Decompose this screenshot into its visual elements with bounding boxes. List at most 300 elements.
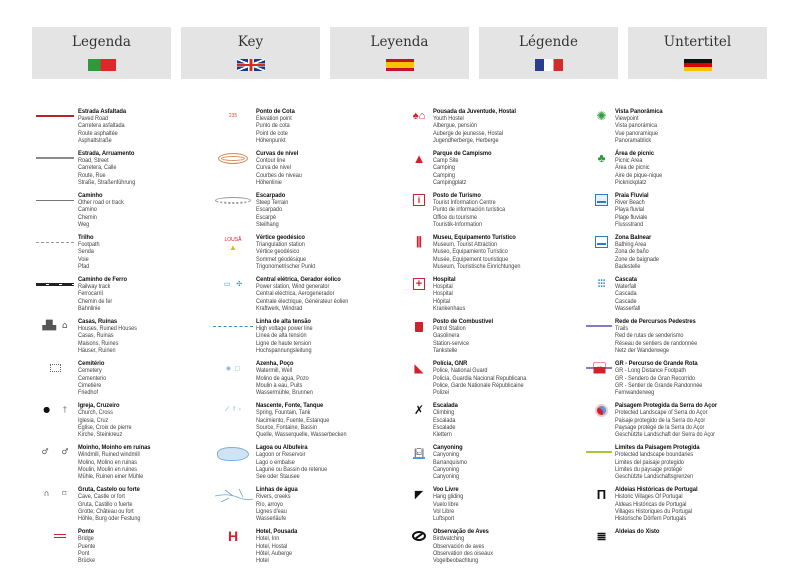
entry-title: Área de picnic <box>615 150 655 158</box>
elevation-point-icon: 235 <box>228 112 238 119</box>
lang-tab-german <box>628 27 767 79</box>
entry-title: Praia Fluvial <box>615 192 649 200</box>
entry-title: Posto de Combustível <box>433 318 494 326</box>
entry-translation: Chemin <box>78 213 97 221</box>
entry-title: Azenha, Poço <box>256 360 294 368</box>
entry-text <box>433 402 458 438</box>
entry-translation: GR - Sendero de Gran Recorrido <box>615 374 695 382</box>
entry-translation: Chemin de fer <box>78 297 113 305</box>
entry-translation: Molino, Molino en ruinas <box>78 458 138 466</box>
entry-translation: Eglise, Croix de pierre <box>78 423 132 431</box>
entry-translation: Observation des oiseaux <box>433 549 493 557</box>
protected-boundary-line-icon <box>588 445 615 459</box>
entry-translation: Power station, Wind generator <box>256 283 330 291</box>
entry-translation: Camino <box>78 206 97 214</box>
cave-castle-icon: ∩ ⌑ <box>43 489 67 499</box>
entry-translation: Centrale électrique, Générateur éolien <box>256 297 349 305</box>
entry-translation: Youth Hostel <box>433 115 464 123</box>
entry-translation: Área de picnic <box>615 164 650 172</box>
entry-text <box>78 402 132 438</box>
lang-tab-spanish <box>330 27 469 79</box>
legend-entry-river-beach <box>588 192 731 228</box>
entry-translation: Contour line <box>256 157 286 165</box>
entry-translation: Historische Dörfern Portugals <box>615 514 687 522</box>
uk-flag-icon <box>237 59 265 71</box>
entry-translation: Lagoon or Reservoir <box>256 451 306 459</box>
entry-title: Vértice geodésico <box>256 234 305 242</box>
spring-fountain-icon: ⟋ ⊺ ◦ <box>224 407 242 414</box>
road-line-icon <box>32 151 78 165</box>
entry-translation: Polizei <box>433 388 450 396</box>
entry-translation: Escarpado <box>256 206 283 214</box>
entry-translation: Barranquismo <box>433 458 467 466</box>
entry-title: Polícia, GNR <box>433 360 468 368</box>
entry-text <box>256 276 348 312</box>
entry-text <box>256 402 346 438</box>
entry-translation: Point de cote <box>256 129 288 137</box>
entry-title: Rede de Percursos Pedestres <box>615 318 696 326</box>
entry-translation: Watermill, Well <box>256 367 292 375</box>
canyoning-icon: |⍇| <box>413 447 425 458</box>
entry-translation: Trails <box>615 325 629 333</box>
entry-translation: Picnic Area <box>615 157 643 165</box>
entry-text <box>256 108 295 144</box>
entry-translation: Hotel, Hostal <box>256 542 288 550</box>
museum-icon: ⫼ <box>416 234 422 249</box>
entry-translation: Steilhang <box>256 220 279 228</box>
entry-text <box>256 234 315 270</box>
entry-translation: Protected Landscape of Serra do Açor <box>615 409 708 417</box>
entry-text <box>256 318 313 354</box>
entry-translation: Campingplatz <box>433 178 467 186</box>
track-line-icon <box>32 193 78 207</box>
entry-translation: Museo, Equipamiento Turístico <box>433 248 508 256</box>
entry-translation: Windmill, Ruined windmill <box>78 451 140 459</box>
entry-title: Vista Panorâmica <box>615 108 663 115</box>
windmill-icon: ♂ ♂ <box>41 447 69 457</box>
entry-translation: Escalada <box>433 416 456 424</box>
legend-entry-campsite <box>405 150 539 186</box>
legend-entry-contour <box>210 150 361 186</box>
entry-text <box>256 444 327 480</box>
entry-translation: Lagune ou Bassin de retenue <box>256 465 328 473</box>
entry-translation: Wasserfall <box>615 304 641 312</box>
police-icon: ◣ <box>414 361 424 376</box>
entry-title: Casas, Ruínas <box>78 318 118 326</box>
entry-text <box>433 192 505 228</box>
entry-text <box>78 192 124 228</box>
entry-translation: Kraftwerk, Windrad <box>256 304 303 312</box>
entry-translation: Nacimiento, Fuente, Estanque <box>256 416 330 424</box>
entry-text <box>433 234 520 270</box>
legend-entry-footpath <box>32 234 160 270</box>
legend-entry-climbing <box>405 402 539 438</box>
power-line-icon <box>210 319 256 333</box>
entry-translation: Albergue, pensión <box>433 122 477 130</box>
legend-entry-watermill-well <box>210 360 361 396</box>
entry-title: Hotel, Pousada <box>256 528 298 536</box>
entry-translation: Bahnlinie <box>78 304 101 312</box>
entry-translation: Häuser, Ruinen <box>78 346 116 354</box>
portugal-flag-icon <box>88 59 116 71</box>
entry-translation: Cemetery <box>78 367 102 375</box>
entry-translation: Zona de baño <box>615 248 649 256</box>
legend-entry-road <box>32 150 160 186</box>
entry-translation: Höhenpunkt <box>256 136 286 144</box>
legend-entry-lagoon <box>210 444 361 480</box>
entry-translation: Gasolinera <box>433 332 460 340</box>
hang-gliding-icon: ◤ <box>414 488 424 501</box>
church-cross-icon: ● † <box>43 405 67 415</box>
birdwatching-icon <box>405 529 433 543</box>
entry-translation: Source, Fontaine, Bassin <box>256 423 317 431</box>
gr-route-icon: GR <box>588 361 615 375</box>
entry-text <box>256 486 298 522</box>
entry-translation: Puente <box>78 542 96 550</box>
entry-translation: Tourist Information Centre <box>433 199 496 207</box>
legend-entry-hang-gliding <box>405 486 539 522</box>
entry-translation: Protected landscape boundaries <box>615 451 694 459</box>
entry-text <box>615 360 702 396</box>
legend-column-3 <box>405 108 539 570</box>
entry-text <box>433 444 467 480</box>
cemetery-icon <box>32 361 78 375</box>
entry-translation: Geschützte Landschaft der Serra do Açor <box>615 430 715 438</box>
entry-translation: Canyoning <box>433 465 460 473</box>
legend-entry-viewpoint <box>588 108 731 144</box>
entry-text <box>256 360 313 396</box>
legend-entry-spring-fountain <box>210 402 361 438</box>
entry-translation: Jugendherberge, Herberge <box>433 136 499 144</box>
france-flag-icon <box>535 59 563 71</box>
entry-title: Gruta, Castelo ou forte <box>78 486 140 494</box>
entry-translation: Road, Street <box>78 157 109 165</box>
entry-title: Nascente, Fonte, Tanque <box>256 402 324 410</box>
entry-translation: Hotel, Inn <box>256 535 280 543</box>
legend-entry-trails <box>588 318 731 354</box>
entry-translation: Vista panorámica <box>615 122 658 130</box>
legend-entry-track <box>32 192 160 228</box>
entry-text <box>615 528 659 535</box>
entry-title: Posto de Turismo <box>433 192 481 200</box>
entry-translation: Río, arroyo <box>256 500 283 508</box>
entry-title: Museu, Equipamento Turístico <box>433 234 516 242</box>
entry-text <box>615 108 663 144</box>
entry-translation: Petrol Station <box>433 325 466 333</box>
entry-translation: Vue panoramique <box>615 129 658 137</box>
bathing-area-icon <box>588 235 615 249</box>
entry-text <box>256 192 288 228</box>
entry-translation: Panoramablick <box>615 136 652 144</box>
entry-text <box>78 150 135 186</box>
language-header <box>32 27 772 79</box>
lang-tab-english <box>181 27 320 79</box>
entry-translation: Triangulation station <box>256 241 305 249</box>
contour-icon <box>210 151 256 165</box>
entry-translation: High voltage power line <box>256 325 313 333</box>
entry-translation: Straße, Straßenführung <box>78 178 136 186</box>
entry-translation: Steep Terrain <box>256 199 289 207</box>
entry-translation: Carretera asfaltada <box>78 122 125 130</box>
tourist-info-icon: i <box>405 193 433 207</box>
lang-title: Untertitel <box>663 34 732 50</box>
entry-translation: Krankenhaus <box>433 304 466 312</box>
entry-title: Paisagem Protegida da Serra do Açor <box>615 402 718 410</box>
entry-translation: Flussstrand <box>615 220 644 228</box>
entry-translation: Ligne de haute tension <box>256 339 312 347</box>
entry-title: Parque de Campismo <box>433 150 492 158</box>
entry-title: Ponto de Cota <box>256 108 295 115</box>
lang-title: Key <box>237 34 264 50</box>
entry-translation: Hotel <box>256 556 269 564</box>
entry-translation: Elevation point <box>256 115 292 123</box>
entry-translation: Pont <box>78 549 90 557</box>
picnic-icon: ♣ <box>597 151 606 166</box>
entry-title: Cemitério <box>78 360 105 368</box>
legend-entry-power-line <box>210 318 361 354</box>
entry-translation: Hôpital <box>433 297 450 305</box>
legend-entry-waterfall <box>588 276 731 312</box>
entry-translation: Police, National Guard <box>433 367 488 375</box>
entry-title: Aldeias do Xisto <box>615 528 660 536</box>
entry-text <box>615 318 697 354</box>
entry-translation: Casas, Ruinas <box>78 332 114 340</box>
entry-translation: Curva de nivel <box>256 164 291 172</box>
entry-translation: Punto de información turística <box>433 206 505 214</box>
lang-tab-portuguese <box>32 27 171 79</box>
entry-title: Ponte <box>78 528 94 536</box>
entry-translation: Mühle, Ruinen einer Mühle <box>78 472 144 480</box>
entry-translation: Brücke <box>78 556 95 564</box>
entry-text <box>78 108 126 144</box>
protected-landscape-icon <box>588 403 615 417</box>
entry-translation: Musée, Equipement touristique <box>433 255 509 263</box>
legend-entry-protected-landscape <box>588 402 731 438</box>
entry-title: Trilho <box>78 234 94 242</box>
entry-text <box>615 486 698 522</box>
entry-translation: Höhenlinie <box>256 178 282 186</box>
legend-entry-bridge <box>32 528 160 564</box>
germany-flag-icon <box>684 59 712 71</box>
entry-translation: Birdwatching <box>433 535 465 543</box>
entry-text <box>78 528 95 564</box>
entry-translation: Friedhof <box>78 388 98 396</box>
legend-entry-houses-ruins <box>32 318 160 354</box>
entry-title: Lagoa ou Albufeira <box>256 444 308 452</box>
entry-translation: Hospital <box>433 290 453 298</box>
entry-title: Pousada da Juventude, Hostal <box>433 108 516 115</box>
entry-translation: Red de rutas de senderismo <box>615 332 684 340</box>
footpath-line-icon <box>32 235 78 249</box>
campsite-icon: ▲ <box>412 150 426 166</box>
entry-translation: GR - Long Distance Footpath <box>615 367 686 375</box>
entry-translation: Climbing <box>433 409 455 417</box>
hospital-icon: + <box>405 277 433 291</box>
entry-translation: Lago o embalse <box>256 458 295 466</box>
entry-title: Cascata <box>615 276 637 284</box>
entry-text <box>615 402 717 438</box>
entry-translation: Iglesia, Cruz <box>78 416 109 424</box>
entry-translation: Vogelbeobachtung <box>433 556 479 564</box>
entry-translation: Badestelle <box>615 262 641 270</box>
waterfall-icon: ⫶⫶⫶ <box>597 278 606 290</box>
lang-tab-french <box>479 27 618 79</box>
paved-road-line-icon <box>32 109 78 123</box>
entry-text <box>78 444 150 480</box>
entry-translation: See oder Stausee <box>256 472 300 480</box>
legend-entry-protected-boundary <box>588 444 731 480</box>
entry-text <box>433 360 526 396</box>
entry-translation: Tankstelle <box>433 346 458 354</box>
entry-translation: Houses, Ruined Houses <box>78 325 137 333</box>
entry-title: Limites da Paisagem Protegida <box>615 444 700 452</box>
entry-translation: Museum, Tourist Attraction <box>433 241 498 249</box>
entry-translation: GR - Sentier de Grande Randonnée <box>615 381 703 389</box>
hotel-icon: H <box>227 528 239 545</box>
legend-column-1 <box>32 108 160 570</box>
entry-text <box>78 318 137 354</box>
entry-translation: Police, Garde Nationale Républicaine <box>433 381 524 389</box>
legend-entry-petrol-station <box>405 318 539 354</box>
entry-translation: Réseau de sentiers de randonnée <box>615 339 698 347</box>
entry-translation: Voie <box>78 255 89 263</box>
entry-title: Zona Balnear <box>615 234 652 242</box>
entry-title: GR - Percurso de Grande Rota <box>615 360 698 368</box>
entry-translation: Courbes de niveau <box>256 171 302 179</box>
entry-translation: Waterfall <box>615 283 637 291</box>
trails-line-icon <box>588 319 615 333</box>
entry-text <box>615 444 700 480</box>
entry-translation: Sommet géodésique <box>256 255 307 263</box>
entry-title: Central elétrica, Gerador éolico <box>256 276 341 284</box>
bridge-icon <box>32 529 78 543</box>
entry-title: Igreja, Cruzeiro <box>78 402 120 410</box>
entry-translation: Bridge <box>78 535 94 543</box>
entry-title: Voo Livre <box>433 486 459 494</box>
entry-translation: Grotte, Château ou fort <box>78 507 134 515</box>
entry-translation: Hang gliding <box>433 493 464 501</box>
river-beach-icon <box>588 193 615 207</box>
rivers-icon <box>210 487 256 505</box>
entry-title: Observação de Aves <box>433 528 489 536</box>
entry-translation: Touristik-Information <box>433 220 482 228</box>
entry-translation: Railway track <box>78 283 111 291</box>
legend-entry-picnic <box>588 150 731 186</box>
entry-translation: Höhle, Burg oder Festung <box>78 514 141 522</box>
entry-translation: Route, Rue <box>78 171 106 179</box>
entry-text <box>615 234 659 270</box>
entry-translation: Picknickplatz <box>615 178 647 186</box>
entry-translation: Central eléctrica, Aerogenerador <box>256 290 335 298</box>
entry-translation: Station-service <box>433 339 469 347</box>
legend-entry-birdwatching <box>405 528 539 564</box>
entry-translation: Camping <box>433 164 455 172</box>
entry-text <box>256 150 302 186</box>
entry-title: Moinho, Moinho em ruínas <box>78 444 151 452</box>
entry-text <box>433 276 465 312</box>
entry-translation: Senda <box>78 248 94 256</box>
entry-translation: Hospital <box>433 283 453 291</box>
entry-text <box>433 108 516 144</box>
legend-entry-hotel <box>210 528 361 564</box>
entry-text <box>433 486 463 522</box>
legend-entry-elevation-point <box>210 108 361 144</box>
houses-ruins-icon: ▟▙ ⌂ <box>42 321 68 332</box>
legend-entry-escarpment <box>210 192 361 228</box>
entry-translation: Quelle, Wasserquelle, Wasserbecken <box>256 430 347 438</box>
legend-entry-cave-castle <box>32 486 160 522</box>
climbing-icon: ✗ <box>413 403 425 418</box>
entry-translation: Netz der Wanderwege <box>615 346 670 354</box>
entry-title: Curvas de nível <box>256 150 299 158</box>
entry-translation: Trigonometrischer Punkt <box>256 262 316 270</box>
entry-translation: Zone de baignade <box>615 255 659 263</box>
entry-translation: Cascada <box>615 290 637 298</box>
entry-title: Canyoning <box>433 444 463 452</box>
entry-title: Estrada Asfaltada <box>78 108 127 115</box>
entry-translation: Villages Historiques du Portugal <box>615 507 693 515</box>
entry-translation: Cascade <box>615 297 637 305</box>
entry-translation: Historic Villages Of Portugal <box>615 493 683 501</box>
entry-translation: Pfad <box>78 262 90 270</box>
entry-translation: Auberge de jeunesse, Hostal <box>433 129 503 137</box>
entry-translation: Rivers, creeks <box>256 493 291 501</box>
entry-translation: Geschützte Landschaftsgrenzen <box>615 472 694 480</box>
entry-translation: Limites del paisaje protegido <box>615 458 684 466</box>
lang-title: Leyenda <box>370 34 429 50</box>
entry-title: Caminho de Ferro <box>78 276 127 284</box>
entry-translation: Museum, Touristische Einrichtungen <box>433 262 521 270</box>
entry-translation: Molino de agua, Pozo <box>256 374 309 382</box>
entry-translation: Observación de aves <box>433 542 485 550</box>
legend-entry-power-station <box>210 276 361 312</box>
legend-entry-historic-villages <box>588 486 731 522</box>
entry-translation: Maisons, Ruines <box>78 339 119 347</box>
entry-translation: Wassermühle, Brunnen <box>256 388 313 396</box>
watermill-well-icon: ◉ ▢ <box>225 365 241 372</box>
entry-text <box>615 150 662 186</box>
entry-translation: Ferrocarril <box>78 290 103 298</box>
entry-translation: Canyoning <box>433 472 460 480</box>
entry-translation: Paisaje protegido de la Serra do Açor <box>615 416 706 424</box>
legend-entry-church-cross <box>32 402 160 438</box>
entry-text <box>78 486 140 522</box>
legend-entry-youth-hostel <box>405 108 539 144</box>
entry-translation: Línea de alta tensión <box>256 332 307 340</box>
entry-translation: Carretera, Calle <box>78 164 117 172</box>
entry-translation: Route asphaltée <box>78 129 118 137</box>
entry-text <box>256 528 297 564</box>
viewpoint-icon: ✺ <box>596 109 607 123</box>
entry-translation: Church, Cross <box>78 409 113 417</box>
entry-text <box>433 150 492 186</box>
entry-translation: Cave, Castle or fort <box>78 493 125 501</box>
legend-entry-paved-road <box>32 108 160 144</box>
entry-text <box>78 234 100 270</box>
entry-translation: Vértice geodésico <box>256 248 300 256</box>
entry-translation: Policía, Guardia Nacional Republicana <box>433 374 527 382</box>
legend-entry-railway <box>32 276 160 312</box>
entry-translation: Lignes d'eau <box>256 507 287 515</box>
entry-translation: Moulin à eau, Puits <box>256 381 303 389</box>
spain-flag-icon <box>386 59 414 71</box>
schist-villages-icon: ≣ <box>596 529 607 544</box>
entry-translation: Plage fluviale <box>615 213 648 221</box>
entry-title: Estrada, Arruamento <box>78 150 135 158</box>
legend-column-4 <box>588 108 731 549</box>
entry-translation: Office du tourisme <box>433 213 478 221</box>
legend-entry-police <box>405 360 539 396</box>
